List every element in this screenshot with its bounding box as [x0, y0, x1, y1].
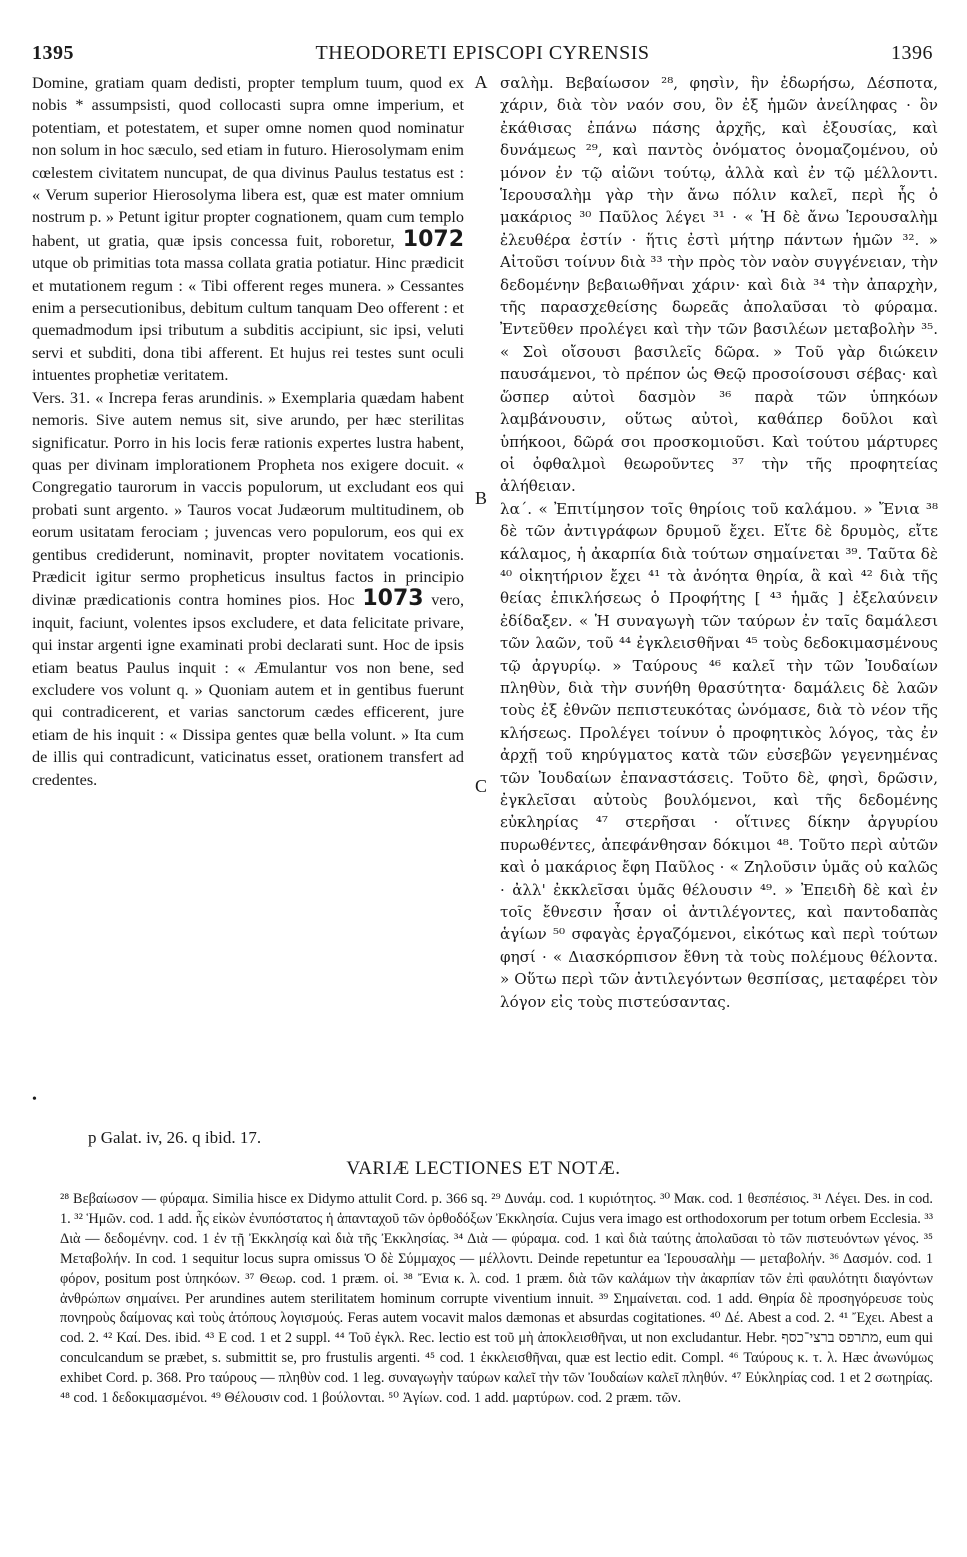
greek-column [500, 72, 938, 1132]
greek-paragraph: λα΄. « Ἐπιτίμησον τοῖς θηρίοις τοῦ καλάμου. » Ἔνια ³⁸ δὲ τῶν ἀντιγράφων δρυμοῦ ἔχει. Εἴτε δὲ δρυμὸς, εἴτε κάλαμος, ἡ ἀκαρπία διὰ τούτων σημαίνεται ³⁹. Ταῦτα δὲ ⁴⁰ οἰκητήριον ἔχει ⁴¹ τὰ ἀνόητα θηρία, ἃ καὶ ⁴² διὰ τῆς θείας ἐπικλήσεως ὁ Προφήτης [ ⁴³ ἡμᾶς ] ἐξελαύνειν ἐδίδαξεν. « Ἡ συναγωγὴ τῶν ταύρων ἐν ταῖς δαμάλεσι τῶν λαῶν, τοῦ ⁴⁴ ἐγκλεισθῆναι ⁴⁵ τοὺς δεδοκιμασμένους τῷ ἀργυρίῳ. » Ταύρους ⁴⁶ καλεῖ τὴν τῶν Ἰουδαίων πληθὺν, διὰ τὴν συνήθη θρασύτητα· δαμάλεις δὲ λαῶν τοὺς ἐξ ἐθνῶν πεπιστευκότας ὠνόμασε, διὰ τὸ νέον τῆς κλήσεως. Προλέγει τοίνυν ὁ προφητικὸς λόγος, τὰς ἐν ἀρχῇ τοῦ κηρύγματος κατὰ τῶν εὐσεβῶν γεγενημένας τῶν Ἰουδαίων ἐπαναστάσεις. Τοῦτο δὲ, φησὶ, δρῶσιν, ἐγκλεῖσαι αὐτοὺς βουλόμενοι, καὶ τῆς δεδομένης εὐκληρίας ⁴⁷ στερῆσαι · οἵτινες δίκην ἀργυρίου πυρωθέντες, ἀπεφάνθησαν δόκιμοι ⁴⁸. Τοῦτο περὶ αὐτῶν καὶ ὁ μακάριος ἔφη Παῦλος · « Ζηλοῦσιν ὑμᾶς οὐ καλῶς · ἀλλ' ἐκκλεῖσαι ὑμᾶς θέλουσιν ⁴⁹. » Ἐπειδὴ δὲ καὶ ἐν τοῖς ἔθνεσιν ἦσαν οἱ ἀντιλέγοντες, καὶ παντοδαπὰς ἁγίων ⁵⁰ σφαγὰς ἐργαζόμενοι, εἰκότως καὶ περὶ τούτων φησί · « Διασκόρπισον ἔθνη τὰ τοὺς πολέμους θέλοντα. » Οὕτω περὶ τῶν ἀντιλεγόντων θεσπίσας, μεταφέρει τὸν λόγον εἰς τοὺς πιστεύσαντας. [500, 499, 938, 1011]
latin-text: Vers. 31. « Increpa feras arundinis. » Exemplaria quædam habent nemoris. Sive autem nemus sit, sive arundo, per hæc sterilitas significatur. Porro in his locis feræ rationis expertes lustra habent, quas per divinam implorationem Propheta nos exigere docuit. « Congregatio taurorum in vaccis populorum, ut excludant eos qui probati sunt argento. » Tauros vocat Judæorum multitudinem, ob eorum usitatam ferociam ; juvencas vero populorum, eos qui ex gentibus crediderunt, nominavit, propter novitatem vocationis. Prædicit igitur sermo propheticus insultus factos in principio divinæ prædicationis contra homines pios. Hoc [32, 388, 464, 610]
variae-notes [60, 1190, 933, 1545]
scripture-footnote: p Galat. iv, 26. q ibid. 17. [88, 1128, 262, 1147]
latin-column [32, 72, 464, 1132]
variae-text: ²⁸ Βεβαίωσον — φύραμα. Similia hisce ex Didymo attulit Cord. p. 366 sq. ²⁹ Δυνάμ. cod. 1 κυριότητος. ³⁰ Μακ. cod. 1 θεσπέσιος. ³¹ Λέγει. Des. in cod. 1. ³² Ἡμῶν. cod. 1 add. ἧς εἰκὼν ἐνυπόστατος ἡ ἁπανταχοῦ τῶν ὀρθοδόξων Ἐκκλησία. Cujus vera imago est orthodoxorum per totum orbem Ecclesia. ³³ Διὰ — δεδομένην. cod. 1 ἐν τῇ Ἐκκλησίᾳ καὶ διὰ τῆς Ἐκκλησίας. ³⁴ Διὰ — φύραμα. cod. 1 καὶ διὰ ταύτης ἀπολαῦσαι τὸ τῶν πιστευόντων γένος. ³⁵ Μεταβολήν. In cod. 1 sequitur locus supra omissus Ὁ δὲ Σύμμαχος — μέλλοντι. Deinde repetuntur ea Ἱερουσαλὴμ — μεταβολήν. ³⁶ Δασμόν. cod. 1 φόρον, positum post ὑπηκόων. ³⁷ Θεωρ. cod. 1 præm. οἱ. ³⁸ Ἔνια κ. λ. cod. 1 præm. διὰ τῶν καλάμων τὴν ἀκαρπίαν τῶν ἐπὶ φαυλότητι διαγόντων ἀνθρώπων σημαίνει. Per arundines autem sterilitatem hominum corrupte viventium innuit. ³⁹ Σημαίνεται. cod. 1 add. Θηρία δὲ προσηγόρευσε τοὺς πονηροὺς δαίμονας καὶ τοὺς ἀτόπους λογισμούς. Feras autem vocavit malos dæmonas et absurdas cogitationes. ⁴⁰ Δέ. Abest a cod. 2. ⁴¹ Ἔχει. Abest a cod. 2. ⁴² Καί. Des. ibid. ⁴³ E cod. 1 et 2 suppl. ⁴⁴ Τοῦ ἐγκλ. Rec. lectio est τοῦ μὴ ἀποκλεισθῆναι, ut non excludantur. Hebr. מתרפס ברצי־כסף, eum qui conculcandum se præbet, s. submittit se, pro frustulis argenti. ⁴⁵ cod. 1 ἐκκλεισθῆναι, quæ est lectio edit. Compl. ⁴⁶ Ταύρους κ. τ. λ. Hæc ἀνωνύμως exhibet Cord. p. 368. Pro ταύρους — πληθὺν cod. 1 leg. συναγωγὴν ταύρων καλεῖ τὴν τῶν Ἰουδαίων καλεῖ πληθύν. ⁴⁷ Εὐκληρίας cod. 1 et 2 σωτηρίας. ⁴⁸ cod. 1 δεδοκιμασμένοι. ⁴⁹ Θέλουσιν cod. 1 βούλονται. ⁵⁰ Ἁγίων. cod. 1 add. μαρτύρων. cod. 2 præm. τῶν. [60, 1191, 933, 1407]
section-marker-a: A [474, 72, 488, 92]
page-number-left: 1395 [32, 42, 74, 64]
variae-title: VARIÆ LECTIONES ET NOTÆ. [346, 1158, 621, 1179]
section-marker-b: B [474, 488, 487, 508]
column-number: 1072 [402, 226, 464, 252]
greek-paragraph: σαλὴμ. Βεβαίωσον ²⁸, φησὶν, ἣν ἐδωρήσω, Δέσποτα, χάριν, διὰ τὸν ναόν σου, ὃν ἐξ ἡμῶν ἀνείληφας · ὃν ἐκάθισας ἐπάνω πάσης ἀρχῆς, καὶ ἐξουσίας, καὶ δυνάμεως ²⁹, καὶ παντὸς ὀνόματος ὀνομαζομένου, οὐ μόνον ἐν τῷ αἰῶνι τούτῳ, ἀλλὰ καὶ ἐν τῷ μέλλοντι. Ἱερουσαλὴμ γὰρ τὴν ἄνω πόλιν καλεῖ, περὶ ἧς ὁ μακάριος ³⁰ Παῦλος λέγει ³¹ · « Ἡ δὲ ἄνω Ἱερουσαλὴμ ἐλευθέρα ἐστίν · ἥτις ἐστὶ μήτηρ πάντων ἡμῶν ³². » Αἰτοῦσι τοίνυν διὰ ³³ τὴν πρὸς τὸν ναὸν συγγένειαν, τὴν δεδομένην βεβαιωθῆναι χάριν· καὶ διὰ ³⁴ τὴν ἀπαρχὴν, τῆς παρασχεθείσης δωρεᾶς ἀπολαῦσαι τὸ φύραμα. Ἐντεῦθεν προλέγει καὶ τὴν τῶν βασιλέων μεταβολὴν ³⁵. « Σοὶ οἴσουσι βασιλεῖς δῶρα. » Τοῦ γὰρ διώκειν παυσάμενοι, τὸ πρέπον ὡς Θεῷ προσοίσουσι σέβας· καὶ ὥσπερ αὐτοὶ δασμὸν ³⁶ παρὰ τῶν ὑπηκόων λαμβάνουσιν, οὕτως αὐτοὶ, καθάπερ δοῦλοι καὶ ὑπήκοοι, δῶρά σοι προσκομιοῦσι. Καὶ τούτου μάρτυρες οἱ ὀφθαλμοὶ θεωροῦντες ³⁷ τὴν τῆς προφητείας ἀλήθειαν. [500, 74, 938, 496]
column-number: 1073 [362, 586, 424, 612]
latin-paragraph [32, 72, 464, 387]
section-marker-c: C [474, 776, 487, 796]
latin-text: Domine, gratiam quam dedisti, propter templum tuum, quod ex nobis * assumpsisti, quod collocasti supra omne imperium, et potentiam, et potestatem, et super omne nomen quod nominatur non solum in hoc sæculo, sed etiam in futuro. Hierosolymam enim cœlestem civitatem nuncupat, de qua divinus Paulus testatus est : « Verum superior Hierosolyma libera est, quæ est mater omnium nostrum p. » Petunt igitur propter cognationem, quam cum templo habent, ut gratia, quæ ipsis concessa fuit, roboretur, [32, 74, 464, 250]
latin-paragraph [32, 387, 464, 791]
running-title: THEODORETI EPISCOPI CYRENSIS [315, 42, 650, 64]
latin-text: utque ob primitias tota massa collata gratia potiatur. Hinc prædicit et mutationem regum : « Tibi offerent reges munera. » Cessantes enim a persecutionibus, debitum cultum tanquam Deo offerent : et quemadmodum ipsi tributum a subditis accipiunt, sic ipsi, veluti servi et subditi, dona tibi afferent. Et hujus rei testes sunt oculi intuentes prophetiæ veritatem. [32, 254, 464, 385]
page-header [32, 42, 933, 68]
latin-text: vero, inquit, faciunt, volentes ipsos excludere, et data felicitate privare, qui instar argenti igne examinati probi declarati sunt. Hoc de ipsis etiam beatus Paulus inquit : « Æmulantur vos non bene, sed excludere vos volunt q. » Quoniam autem et in gentibus fuerunt qui contradicerent, et varias sanctorum cædes efficerent, jure etiam de his inquit : « Dissipa gentes quæ bella volunt. » Ita cum de illis qui contradicunt, vaticinatus esset, orationem transfert ad credentes. [32, 591, 464, 789]
margin-bullet: • [32, 1092, 37, 1107]
page-number-right: 1396 [891, 42, 933, 64]
